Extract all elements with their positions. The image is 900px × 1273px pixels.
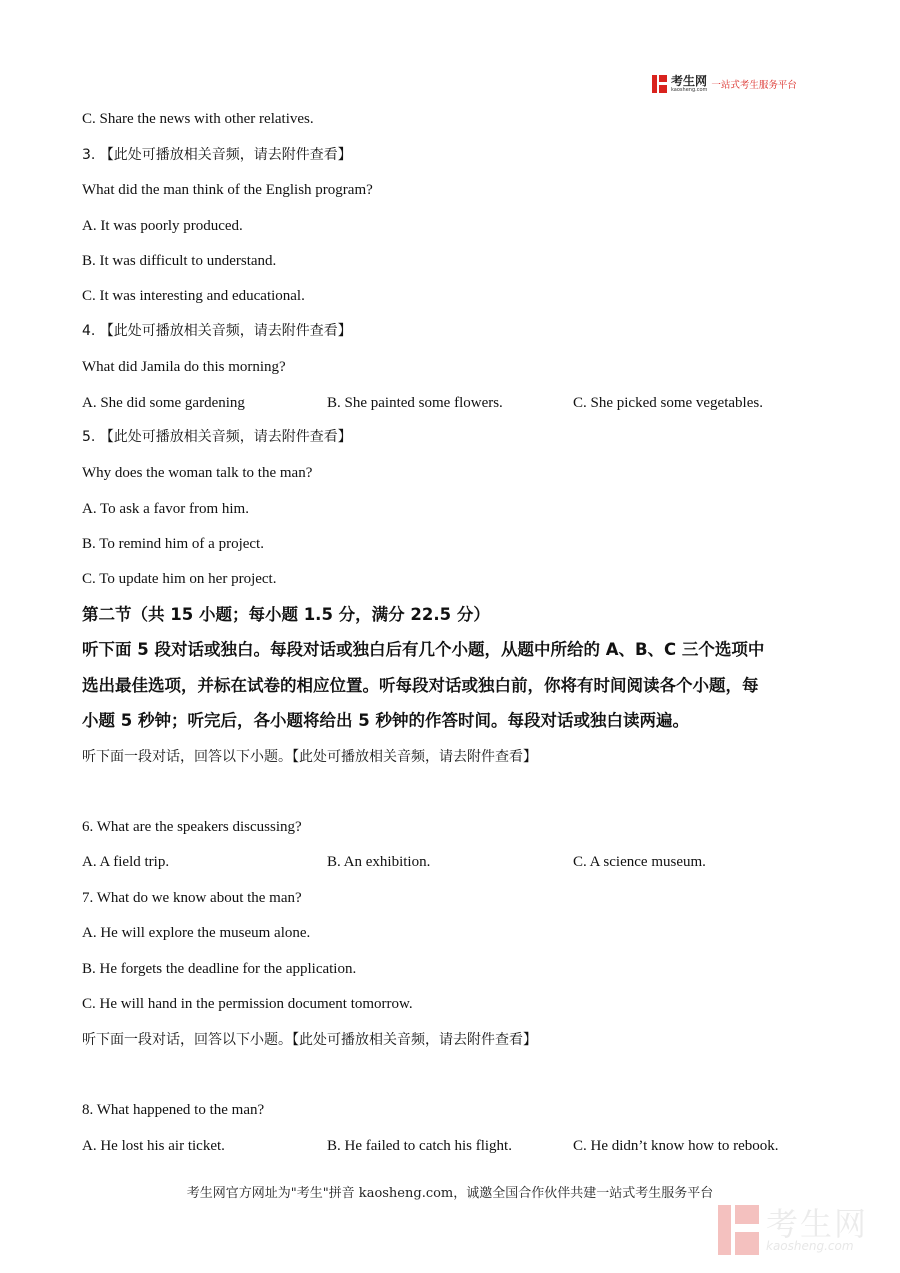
q8-option-a: A. He lost his air ticket. (82, 1138, 225, 1154)
q2-option-c: C. Share the news with other relatives. (82, 111, 314, 127)
listen-note-2: 听下面一段对话，回答以下小题。【此处可播放相关音频，请去附件查看】 (82, 1032, 537, 1048)
listen-note-1: 听下面一段对话，回答以下小题。【此处可播放相关音频，请去附件查看】 (82, 749, 537, 765)
q4-audio-note: 4. 【此处可播放相关音频，请去附件查看】 (82, 323, 352, 339)
watermark-logo-icon (718, 1205, 760, 1255)
q3-audio-note: 3. 【此处可播放相关音频，请去附件查看】 (82, 147, 352, 163)
q3-question: What did the man think of the English program? (82, 182, 373, 198)
q6-option-b: B. An exhibition. (327, 854, 431, 870)
instructions-line-2: 选出最佳选项，并标在试卷的相应位置。听每段对话或独白前，你将有时间阅读各个小题，每 (82, 676, 759, 695)
q5-question: Why does the woman talk to the man? (82, 465, 313, 481)
q4-question: What did Jamila do this morning? (82, 359, 286, 375)
q6-option-a: A. A field trip. (82, 854, 170, 870)
section-title: 第二节（共 15 小题；每小题 1.5 分，满分 22.5 分） (82, 605, 490, 624)
q4-option-c: C. She picked some vegetables. (573, 395, 763, 411)
q3-option-b: B. It was difficult to understand. (82, 253, 277, 269)
q5-option-c: C. To update him on her project. (82, 571, 277, 587)
q8-option-b: B. He failed to catch his flight. (327, 1138, 512, 1154)
q3-option-c: C. It was interesting and educational. (82, 288, 305, 304)
watermark-name: 考生网 (766, 1205, 869, 1243)
q7-option-a: A. He will explore the museum alone. (82, 925, 311, 941)
q5-audio-note: 5. 【此处可播放相关音频，请去附件查看】 (82, 429, 352, 445)
q6-option-c: C. A science museum. (573, 854, 706, 870)
instructions-line-1: 听下面 5 段对话或独白。每段对话或独白后有几个小题，从题中所给的 A、B、C 三个选项中 (82, 640, 765, 659)
q8-option-c: C. He didn’t know how to rebook. (573, 1138, 779, 1154)
logo-name: 考生网 (671, 74, 708, 88)
watermark-domain: kaosheng.com (766, 1239, 854, 1253)
q7-option-b: B. He forgets the deadline for the application. (82, 961, 357, 977)
header-logo (652, 72, 797, 96)
kaosheng-logo-icon (652, 75, 668, 93)
instructions-line-3: 小题 5 秒钟；听完后，各小题将给出 5 秒钟的作答时间。每段对话或独白读两遍。 (82, 711, 689, 730)
q6-question: 6. What are the speakers discussing? (82, 819, 302, 835)
page-footer: 考生网官方网址为"考生"拼音 kaosheng.com，诚邀全国合作伙伴共建一站式考生服务平台 (186, 1186, 714, 1201)
q4-option-b: B. She painted some flowers. (327, 395, 503, 411)
q4-option-a: A. She did some gardening (82, 395, 245, 411)
q5-option-a: A. To ask a favor from him. (82, 501, 249, 517)
q7-question: 7. What do we know about the man? (82, 890, 302, 906)
q5-option-b: B. To remind him of a project. (82, 536, 264, 552)
q3-option-a: A. It was poorly produced. (82, 218, 243, 234)
q8-question: 8. What happened to the man? (82, 1102, 265, 1118)
watermark (718, 1205, 868, 1255)
logo-domain: kaosheng.com (671, 87, 708, 93)
logo-slogan: 一站式考生服务平台 (711, 80, 797, 91)
q7-option-c: C. He will hand in the permission document tomorrow. (82, 996, 413, 1012)
